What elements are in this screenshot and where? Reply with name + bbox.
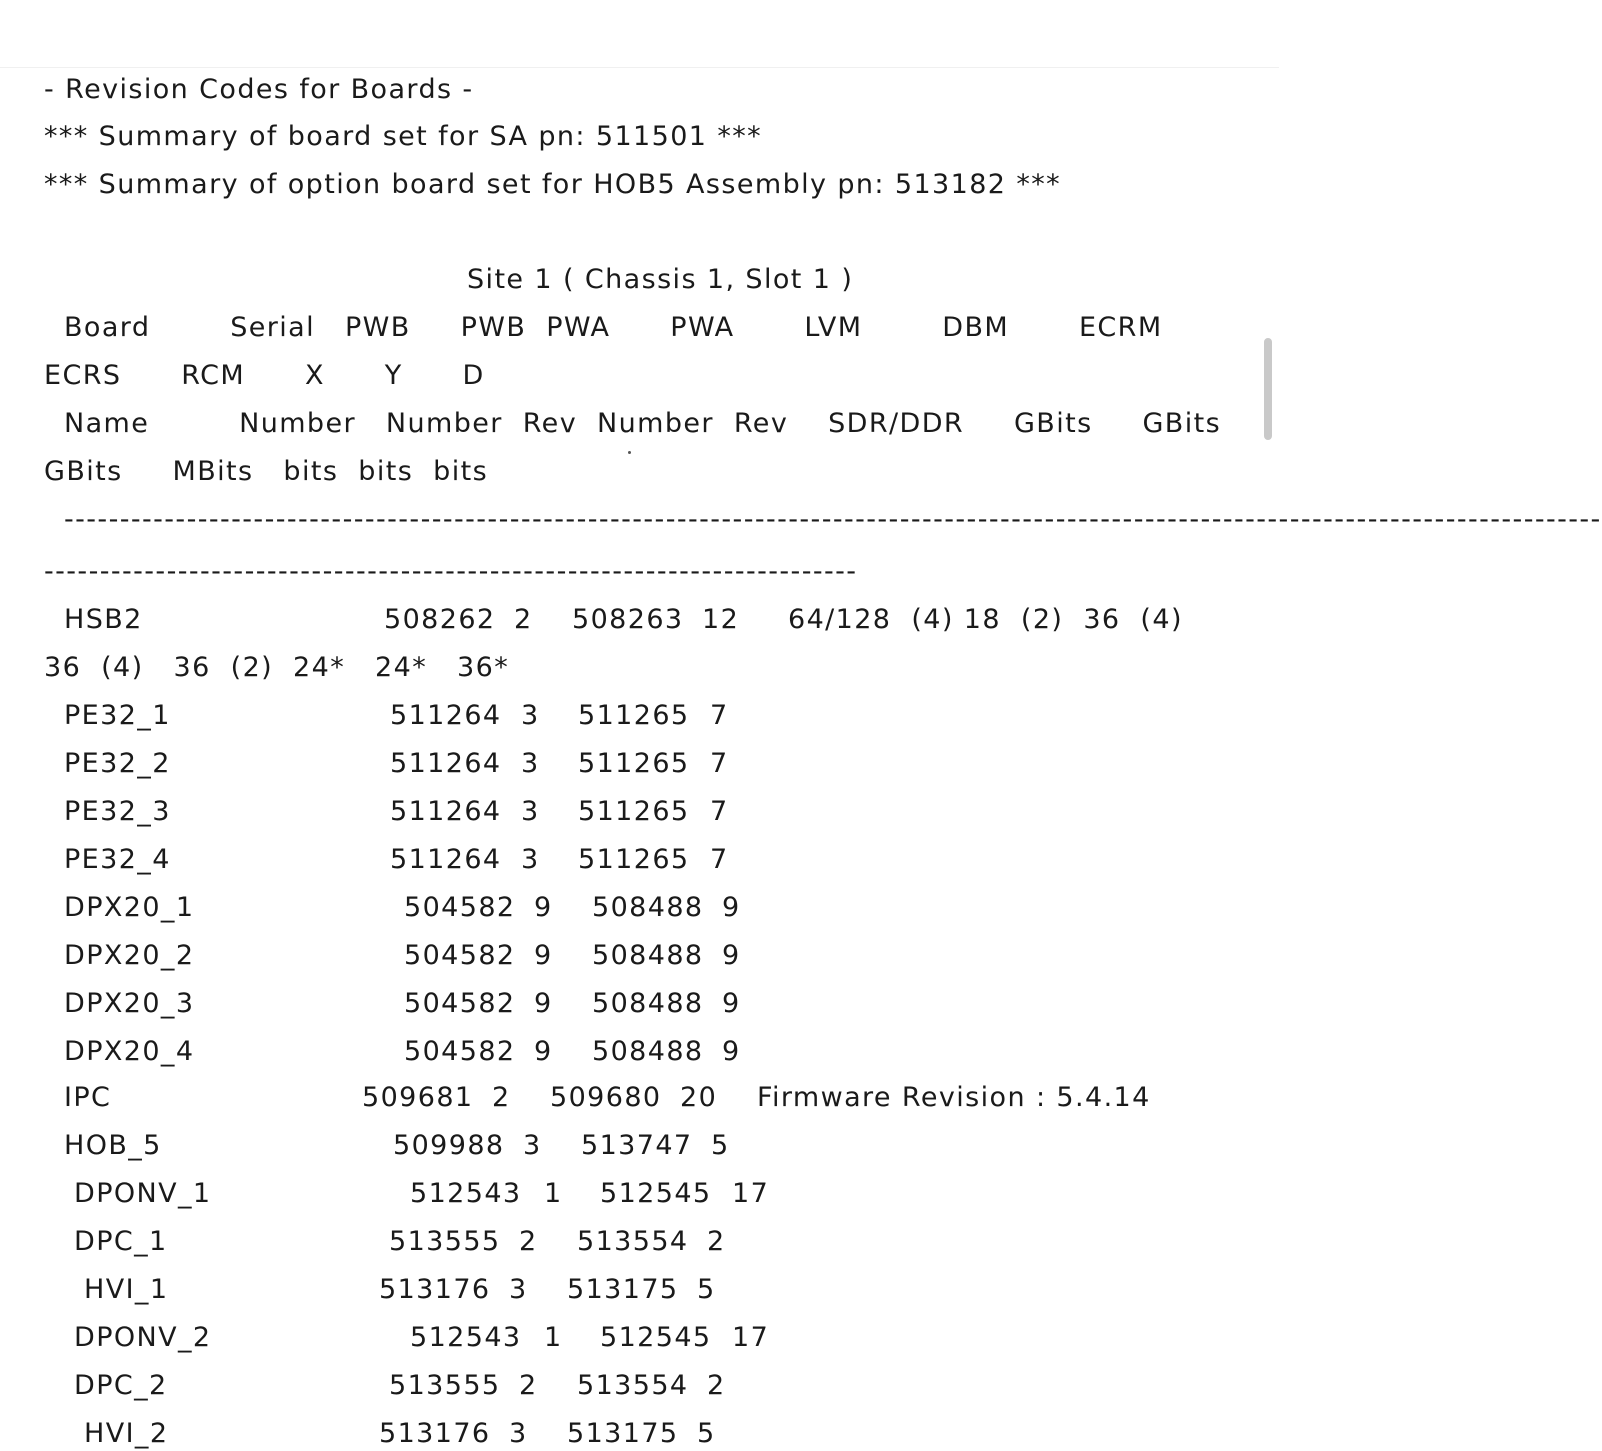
pwb-number: 504582 (404, 988, 516, 1019)
board-name: DPX20_2 (64, 940, 195, 971)
board-name: DPONV_1 (74, 1178, 212, 1209)
pwa-number: 508488 (592, 1036, 704, 1067)
pwa-rev: 9 (722, 1036, 741, 1067)
pwb-rev: 3 (523, 1130, 542, 1161)
pwb-number: 513176 (379, 1418, 491, 1449)
pwa-number: 508488 (592, 892, 704, 923)
extra-info-continued: 36 (4) 36 (2) 24* 24* 36* (44, 652, 510, 683)
pwa-rev: 17 (732, 1178, 770, 1209)
site-heading: Site 1 ( Chassis 1, Slot 1 ) (467, 264, 854, 295)
pwb-number: 511264 (390, 748, 502, 779)
extra-info: Firmware Revision : 5.4.14 (757, 1082, 1151, 1113)
pwb-number: 513176 (379, 1274, 491, 1305)
board-name: HOB_5 (64, 1130, 162, 1161)
pwa-number: 513554 (577, 1226, 689, 1257)
pwa-rev: 9 (722, 940, 741, 971)
pwb-rev: 3 (521, 700, 540, 731)
pwb-rev: 3 (509, 1274, 528, 1305)
board-name: HVI_2 (84, 1418, 169, 1449)
pwa-number: 511265 (578, 844, 690, 875)
table-row (0, 1035, 1230, 1069)
table-row (0, 747, 1230, 781)
board-name: DPONV_2 (74, 1322, 212, 1353)
table-row (0, 939, 1230, 973)
table-row (0, 1369, 1230, 1403)
pwa-rev: 9 (722, 892, 741, 923)
pwa-number: 511265 (578, 796, 690, 827)
pwa-rev: 12 (702, 604, 740, 635)
table-row-continuation (0, 651, 1230, 685)
pwb-rev: 3 (509, 1418, 528, 1449)
pwb-rev: 3 (521, 796, 540, 827)
pwb-number: 511264 (390, 844, 502, 875)
extra-info: 64/128 (4) 18 (2) 36 (4) (788, 604, 1183, 635)
pwa-rev: 5 (711, 1130, 730, 1161)
pwb-rev: 3 (521, 748, 540, 779)
board-name: PE32_2 (64, 748, 171, 779)
table-row (0, 699, 1230, 733)
pwa-rev: 7 (710, 700, 729, 731)
pwb-rev: 1 (544, 1178, 563, 1209)
table-row (0, 1273, 1230, 1307)
pwb-rev: 9 (534, 892, 553, 923)
pwb-number: 512543 (410, 1178, 522, 1209)
pwb-number: 509681 (362, 1082, 474, 1113)
board-name: HSB2 (64, 604, 143, 635)
pwa-number: 508263 (572, 604, 684, 635)
pwa-number: 513175 (567, 1274, 679, 1305)
document-body (0, 67, 1602, 1449)
board-name: DPX20_1 (64, 892, 195, 923)
board-name: PE32_1 (64, 700, 171, 731)
pwb-number: 504582 (404, 940, 516, 971)
pwb-number: 513555 (389, 1226, 501, 1257)
pwa-number: 511265 (578, 700, 690, 731)
table-row (0, 843, 1230, 877)
board-name: DPC_1 (74, 1226, 168, 1257)
column-header-line-2a: Name Number Number Rev Number Rev SDR/DDR GBits GBits (64, 408, 1222, 439)
pwb-number: 513555 (389, 1370, 501, 1401)
scrollbar-thumb[interactable] (1264, 338, 1272, 440)
table-row (0, 1321, 1230, 1355)
pwa-rev: 9 (722, 988, 741, 1019)
board-name: IPC (64, 1082, 112, 1113)
pwa-number: 513175 (567, 1418, 679, 1449)
artifact-dot (628, 451, 631, 454)
board-name: DPX20_3 (64, 988, 195, 1019)
board-name: DPC_2 (74, 1370, 168, 1401)
table-row (0, 795, 1230, 829)
pwa-rev: 7 (710, 796, 729, 827)
pwb-rev: 2 (519, 1226, 538, 1257)
board-name: PE32_4 (64, 844, 171, 875)
pwb-number: 509988 (393, 1130, 505, 1161)
pwb-rev: 9 (534, 940, 553, 971)
pwb-number: 511264 (390, 796, 502, 827)
table-row (0, 603, 1230, 637)
pwa-number: 511265 (578, 748, 690, 779)
separator-long: ------------------------------------------------------------------------------------------------------------------------------------------ (64, 504, 1602, 535)
pwa-rev: 5 (697, 1418, 716, 1449)
pwb-rev: 2 (514, 604, 533, 635)
pwa-number: 512545 (600, 1322, 712, 1353)
table-row (0, 891, 1230, 925)
pwa-rev: 5 (697, 1274, 716, 1305)
board-name: PE32_3 (64, 796, 171, 827)
column-header-line-1b: ECRS RCM X Y D (44, 360, 485, 391)
pwb-rev: 9 (534, 1036, 553, 1067)
summary-option: *** Summary of option board set for HOB5 Assembly pn: 513182 *** (44, 169, 1062, 200)
summary-sa: *** Summary of board set for SA pn: 511501 *** (44, 121, 763, 152)
table-row (0, 1081, 1230, 1115)
board-name: DPX20_4 (64, 1036, 195, 1067)
pwa-number: 509680 (550, 1082, 662, 1113)
pwa-rev: 17 (732, 1322, 770, 1353)
pwa-rev: 7 (710, 844, 729, 875)
pwa-rev: 7 (710, 748, 729, 779)
pwa-rev: 2 (707, 1226, 726, 1257)
pwa-number: 512545 (600, 1178, 712, 1209)
separator-short: ------------------------------------------------------------------------- (44, 556, 858, 587)
pwb-number: 504582 (404, 1036, 516, 1067)
table-row (0, 1129, 1230, 1163)
pwa-number: 513554 (577, 1370, 689, 1401)
table-row (0, 1177, 1230, 1211)
pwb-rev: 2 (519, 1370, 538, 1401)
pwa-rev: 2 (707, 1370, 726, 1401)
board-name: HVI_1 (84, 1274, 169, 1305)
pwa-number: 508488 (592, 940, 704, 971)
table-row (0, 1417, 1230, 1451)
pwa-rev: 20 (680, 1082, 718, 1113)
pwb-number: 512543 (410, 1322, 522, 1353)
table-row (0, 987, 1230, 1021)
top-bar (0, 0, 1279, 68)
pwb-rev: 1 (544, 1322, 563, 1353)
page-title: - Revision Codes for Boards - (44, 74, 474, 105)
pwb-number: 504582 (404, 892, 516, 923)
column-header-line-1a: Board Serial PWB PWB PWA PWA LVM DBM ECRM (64, 312, 1163, 343)
pwa-number: 513747 (581, 1130, 693, 1161)
pwb-rev: 9 (534, 988, 553, 1019)
column-header-line-2b: GBits MBits bits bits bits (44, 456, 489, 487)
pwb-rev: 2 (492, 1082, 511, 1113)
pwb-number: 508262 (384, 604, 496, 635)
pwb-number: 511264 (390, 700, 502, 731)
pwb-rev: 3 (521, 844, 540, 875)
pwa-number: 508488 (592, 988, 704, 1019)
table-row (0, 1225, 1230, 1259)
